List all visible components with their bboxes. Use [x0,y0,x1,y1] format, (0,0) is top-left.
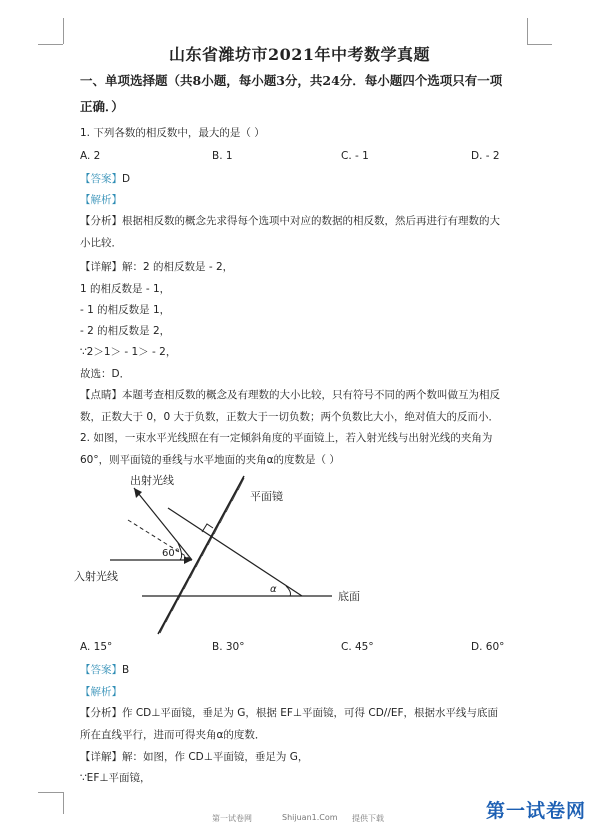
crop-mark-top-right [527,18,528,44]
label-mirror: 平面镜 [250,490,283,503]
q2-stem: 2. 如图，一束水平光线照在有一定倾斜角度的平面镜上，若入射光线与出射光线的夹角为 [80,432,493,444]
q1-step-1: 1 的相反数是 - 1， [80,283,171,295]
label-angle-60: 60° [162,548,180,559]
q2-analysis-tag [80,685,122,699]
q2-last-line: ∵EF⊥平面镜， [80,772,151,784]
q1-analysis-tag [80,193,122,207]
q1-fenxi-cont: 小比较． [80,237,122,249]
q1-fenxi [80,214,500,228]
q2-fenxi-cont: 所在直线平行，进而可得夹角α的度数． [80,729,266,741]
footer-download: 提供下载 [352,814,384,823]
answer-tag: 【答案】 [80,173,122,185]
q1-stem: 1. 下列各数的相反数中，最大的是（ ） [80,127,265,139]
q1-step-3: - 2 的相反数是 2， [80,325,171,337]
q1-xiangjie [80,260,233,274]
crop-mark-bottom-left [63,792,64,814]
mirror-figure [70,470,390,640]
crop-mark-top-left [63,18,64,44]
normal-dashed-line [128,520,192,560]
dianjing-tag: 【点睛】 [80,389,122,401]
label-incident-ray: 入射光线 [74,570,118,583]
xiangjie-tag: 【详解】 [80,751,122,763]
label-alpha: α [270,584,277,595]
q2-option-c: C. 45° [341,641,374,653]
crop-mark-bottom-left-h [38,792,63,793]
answer-tag: 【答案】 [80,664,122,676]
q1-option-d: D. - 2 [471,150,500,162]
q2-xiangjie [80,750,308,764]
q2-option-a: A. 15° [80,641,113,653]
answer-value: B [122,664,130,676]
xiangjie-tag: 【详解】 [80,261,122,273]
analysis-tag: 【解析】 [80,686,122,698]
q1-dianjing-cont: 数，正数大于 0，0 大于负数，正数大于一切负数；两个负数比大小，绝对值大的反而小． [80,411,500,423]
answer-value: D [122,173,131,185]
footer-site-name: 第一试卷网 [212,814,252,823]
q2-answer [80,663,129,677]
section-heading-cont: 正确．） [80,99,124,114]
q1-step-5: 故选：D． [80,368,131,380]
q2-option-b: B. 30° [212,641,245,653]
q2-fenxi [80,706,498,720]
fenxi-tag: 【分析】 [80,215,122,227]
fenxi-text: 作 CD⊥平面镜，垂足为 G，根据 EF⊥平面镜，可得 CD//EF，根据水平线与底面 [122,707,499,719]
xiangjie-text: 解：如图，作 CD⊥平面镜，垂足为 G， [122,751,309,763]
page-title: 山东省潍坊市2021年中考数学真题 [168,45,431,64]
q2-option-d: D. 60° [471,641,505,653]
q2-stem-cont: 60°，则平面镜的垂线与水平地面的夹角α的度数是（ ） [80,454,340,466]
xiangjie-text: 解：2 的相反数是 - 2， [122,261,234,273]
q1-option-c: C. - 1 [341,150,369,162]
q1-step-4: ∵2＞1＞ - 1＞ - 2， [80,346,177,358]
label-ground: 底面 [338,590,360,603]
q1-option-a: A. 2 [80,150,101,162]
q1-step-2: - 1 的相反数是 1， [80,304,171,316]
label-outgoing-ray: 出射光线 [130,474,174,487]
dianjing-text: 本题考查相反数的概念及有理数的大小比较，只有符号不同的两个数叫做互为相反 [122,389,500,401]
analysis-tag: 【解析】 [80,194,122,206]
q1-dianjing [80,388,500,402]
footer-url[interactable]: Shijuan1.Com [282,813,338,822]
fenxi-text: 根据相反数的概念先求得每个选项中对应的数据的相反数，然后再进行有理数的大 [122,215,500,227]
q1-answer [80,172,130,186]
section-heading: 一、单项选择题（共8小题，每小题3分，共24分．每小题四个选项只有一项 [80,73,503,88]
brand-logo-text: 第一试卷网 [486,800,587,822]
q1-option-b: B. 1 [212,150,233,162]
fenxi-tag: 【分析】 [80,707,122,719]
perpendicular-line [168,508,302,596]
